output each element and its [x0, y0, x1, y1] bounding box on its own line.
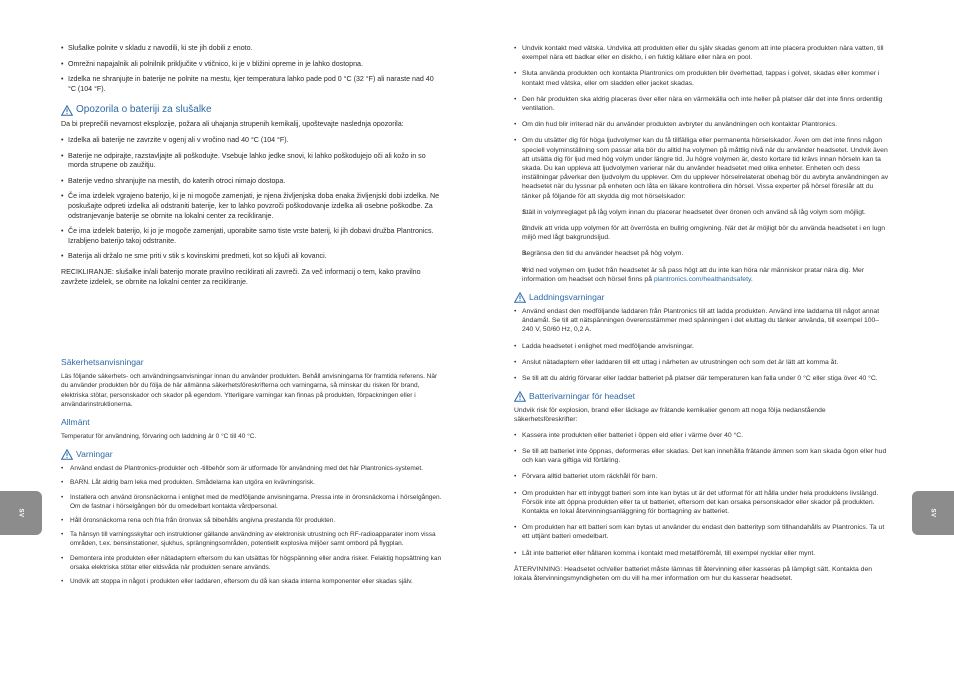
list-item: • Se till att batteriet inte öppnas, deformeras eller skadas. Det kan innehålla frätande ämnen som kan skada ögon eller hud och kan vara giftiga vid förtäring. — [514, 447, 890, 465]
list-item: • Če ima izdelek vgrajeno baterijo, ki je ni mogoče zamenjati, je njena življenjska doba enaka življenjski dobi izdelka. Ne poskušajte odpreti izdelka ali odstraniti baterije, ker to lahko povzroči poškodovanje izdelka ali osebne poškodbe. Za odstranjevanje baterije se obrnite na lokalni center za recikliranje. — [61, 192, 443, 221]
list-item: • Om du utsätter dig för höga ljudvolymer kan du få tillfälliga eller permanenta hörselskador. Även om det inte finns någon speciell volyminställning som passar alla bör du alltid ha volymen på måttlig nivå när du använder headsetet. Undvik även att utsätta dig för ljud med hög volym under längre tid. Ju högre volymen är, desto kortare tid krävs innan hörseln kan ta skada. Du kan uppleva att ljudvolymen varierar när du använder headsetet med olika enheter. Enheten och dess inställningar påverkar den ljudvolym du upplever. Om du upplever hörselrelaterat obehag bör du avbryta användningen av headsetet när du lyssnar på enheten och låta en läkare kontrollera din hörsel. Vissa experter på hörsel föreslår att du tänker på följande för att skydda dig mot hörselskador: — [514, 136, 890, 200]
battery-intro: Da bi preprečili nevarnost eksplozije, požara ali uhajanja strupenih kemikalij, upoštevajte naslednja opozorila: — [61, 120, 404, 129]
list-item: • Se till att du aldrig förvarar eller laddar batteriet på platser där temperaturen kan falla under 0 °C eller stiga över 40 °C. — [514, 374, 890, 383]
list-item: • Izdelka ne shranjujte in baterije ne polnite na mestu, kjer temperatura lahko pade pod 0 °C (32 °F) ali naraste nad 40 °C (104 °F). — [61, 75, 443, 94]
general-heading — [61, 417, 443, 428]
list-item: • Använd endast de Plantronics-produkter och -tillbehör som är utformade för användning med det här Plantronics-systemet. — [61, 464, 443, 473]
heading-text: Säkerhetsanvisningar — [61, 357, 144, 368]
swedish-section — [61, 357, 443, 586]
list-item: • Undvik kontakt med vätska. Undvika att produkten eller du själv skadas genom att inte placera produkten nära vatten, till exempel nära ett badkar eller en diskho, i en fuktig källare eller nära en pool. — [514, 44, 890, 62]
charging-list — [514, 307, 890, 383]
tab-label: SV — [929, 508, 936, 518]
list-item: • Izdelka ali baterije ne zavrzite v ogenj ali v vročino nad 40 °C (104 °F). — [61, 136, 443, 146]
list-item: • Slušalke polnite v skladu z navodili, ki ste jih dobili z enoto. — [61, 44, 443, 54]
list-item: • Förvara alltid batteriet utom räckhåll för barn. — [514, 472, 890, 481]
heading-text: Allmänt — [61, 416, 90, 427]
list-item: • Baterije ne odpirajte, razstavljajte ali poškodujte. Vsebuje lahko jedke snovi, ki lahko poškodujejo oči ali kožo in so morda strupene ob zaužitju. — [61, 152, 443, 171]
safety-intro: Läs följande säkerhets- och användningsanvisningar innan du använder produkten. Behåll anvisningarna för framtida referens. När du använder produkten bör du följa de här allmänna säkerhetsföreskrifterna och varningarna, så minskar du risken för brand, elektriska stötar, personskador och skador på egendom. Ytterligare varningar kan finnas på produkten, förpackningen eller i användarinstruktionerna. — [61, 373, 438, 408]
heading-text: Varningar — [76, 449, 113, 460]
list-item: • BARN. Låt aldrig barn leka med produkten. Smådelarna kan utgöra en kvävningsrisk. — [61, 478, 443, 487]
list-item: • Omrežni napajalnik ali polnilnik priključite v vtičnico, ki je v bližini opreme in je lahko dostopna. — [61, 60, 443, 70]
list-item: • Låt inte batteriet eller hållaren komma i kontakt med metallföremål, till exempel nycklar eller mynt. — [514, 549, 890, 558]
warning-triangle-icon — [514, 292, 526, 303]
list-item: • Om din hud blir irriterad när du använder produkten avbryter du användningen och kontaktar Plantronics. — [514, 120, 890, 129]
step-item: 2. Undvik att vrida upp volymen för att överrösta en bullrig omgivning. När det är möjligt bör du använda headsetet i en lugn miljö med lågt bakgrundsljud. — [514, 224, 890, 242]
list-item: • Sluta använda produkten och kontakta Plantronics om produkten blir överhettad, tappas i golvet, skadas eller kommer i kontakt med vätska, eller om sladden eller jacket skadas. — [514, 69, 890, 87]
list-item: • Kassera inte produkten eller batteriet i öppen eld eller i värme över 40 °C. — [514, 431, 890, 440]
warnings-heading — [61, 449, 443, 460]
list-item: • Anslut nätadaptern eller laddaren till ett uttag i närheten av utrustningen och som det är lätt att komma åt. — [514, 358, 890, 367]
list-item: • Baterija ali držalo ne sme priti v stik s kovinskimi predmeti, kot so ključi ali kovanci. — [61, 252, 443, 262]
heading-text: Opozorila o bateriji za slušalke — [76, 104, 212, 116]
step-item: 3. Begränsa den tid du använder headset på hög volym. — [514, 249, 890, 258]
warning-triangle-icon — [61, 105, 73, 116]
list-item: • Undvik att stoppa in något i produkten eller laddaren, eftersom du då kan skada interna komponenter eller skadas själv. — [61, 577, 443, 586]
battery-list — [61, 136, 443, 262]
charging-warnings-heading — [514, 292, 890, 303]
heading-text: Laddningsvarningar — [529, 292, 605, 303]
list-item: • Če ima izdelek baterijo, ki jo je mogoče zamenjati, uporabite samo tiste vrste baterij, ki jih dobavi družba Plantronics. Izrabljeno baterijo takoj odstranite. — [61, 227, 443, 246]
list-item: • Demontera inte produkten eller nätadaptern eftersom du kan utsättas för högspänning eller andra risker. Felaktig hopsättning kan orsaka elektriska stötar eller eldsvåda när produkten senare används. — [61, 554, 443, 572]
right-column — [514, 44, 890, 589]
step-item: 4. Vrid ned volymen om ljudet från headsetet är så pass högt att du inte kan höra när människor pratar nära dig. Mer information om headset och hörsel finns på plantronics.com/healthandsafety. — [514, 266, 890, 284]
recycling-note: ÅTERVINNING: Headsetet och/eller batteriet måste lämnas till återvinning eller kasseras på lämpligt sätt. Kontakta den lokala återvinningsmyndigheten om du vill ha mer information om hur du kasserar headsetet. — [514, 565, 873, 582]
language-tab-right — [912, 491, 954, 535]
step-text: Vrid ned volymen om ljudet från headsetet är så pass högt att du inte kan höra när människor pratar nära dig. Mer information om headset och hörsel finns på — [522, 266, 865, 283]
list-item: • Om produkten har ett batteri som kan bytas ut använder du endast den batterityp som tillhandahålls av Plantronics. Ta ut ett uttjänt batteri omedelbart. — [514, 523, 890, 541]
left-column — [61, 44, 443, 591]
health-safety-link[interactable]: plantronics.com/healthandsafety — [653, 275, 751, 283]
recycling-note: RECIKLIRANJE: slušalke in/ali baterijo morate pravilno reciklirati ali zavreči. Za več informacij o tem, kako pravilno zavržete izdelek, se obrnite na lokalni center za recikliranje. — [61, 267, 421, 286]
list-item: • Ta hänsyn till varningsskyltar och instruktioner gällande användning av elektronisk utrustning och RF-radioapparater inom vissa områden, t.ex. bensinstationer, sjukhus, sprängningsområden, potentiellt explosiva miljöer samt ombord på flygplan. — [61, 530, 443, 548]
step-item: 1. Ställ in volymreglaget på låg volym innan du placerar headsetet över öronen och använd så låg volym som möjligt. — [514, 208, 890, 217]
warnings-list — [61, 464, 443, 586]
general-text: Temperatur för användning, förvaring och laddning är 0 °C till 40 °C. — [61, 432, 257, 440]
headset-battery-heading — [514, 391, 890, 402]
battery-warnings-heading — [61, 104, 443, 116]
warning-triangle-icon — [61, 449, 73, 460]
heading-text: Batterivarningar för headset — [529, 391, 636, 402]
list-item: • Baterije vedno shranjujte na mestih, do katerih otroci nimajo dostopa. — [61, 177, 443, 187]
list-item: • Den här produkten ska aldrig placeras över eller nära en värmekälla och inte heller på platser där det inte finns ordentlig ventilation. — [514, 95, 890, 113]
list-item: • Använd endast den medföljande laddaren från Plantronics till att ladda produkten. Använd inte laddarna till något annat ändamål. Se till att nätspänningen överensstämmer med spänningen i det eluttag du tänker använda, till exempel 100–240 V, 50/60 Hz, 0,2 A. — [514, 307, 890, 335]
general-warnings-list — [514, 44, 890, 201]
language-tab-left — [0, 491, 42, 535]
battery-intro: Undvik risk för explosion, brand eller läckage av frätande kemikalier genom att noga följa nedanstående säkerhetsföreskrifter: — [514, 407, 826, 424]
intro-list — [61, 44, 443, 94]
hearing-steps-list — [514, 208, 890, 284]
headset-battery-list — [514, 431, 890, 558]
list-item: • Ladda headsetet i enlighet med medföljande anvisningar. — [514, 342, 890, 351]
warning-triangle-icon — [514, 391, 526, 402]
list-item: • Installera och använd öronsnäckorna i enlighet med de medföljande anvisningarna. Pressa inte in öronsnäckorna i hörselgången. Om de fastnar i hörselgången bör du omedelbart kontakta vårdpersonal. — [61, 493, 443, 511]
list-item: • Om produkten har ett inbyggt batteri som inte kan bytas ut är det utformat för att hålla under hela produktens livslängd. Försök inte att öppna produkten eller ta ut batteriet, eftersom det kan orsaka personskador eller skador på produkten. Kontakta en lokal återvinningsanläggning för borttagning av batteriet. — [514, 489, 890, 517]
safety-heading — [61, 357, 443, 368]
tab-label: SV — [17, 508, 24, 518]
list-item: • Håll öronsnäckorna rena och fria från öronvax så bibehålls angivna prestanda för produkten. — [61, 516, 443, 525]
